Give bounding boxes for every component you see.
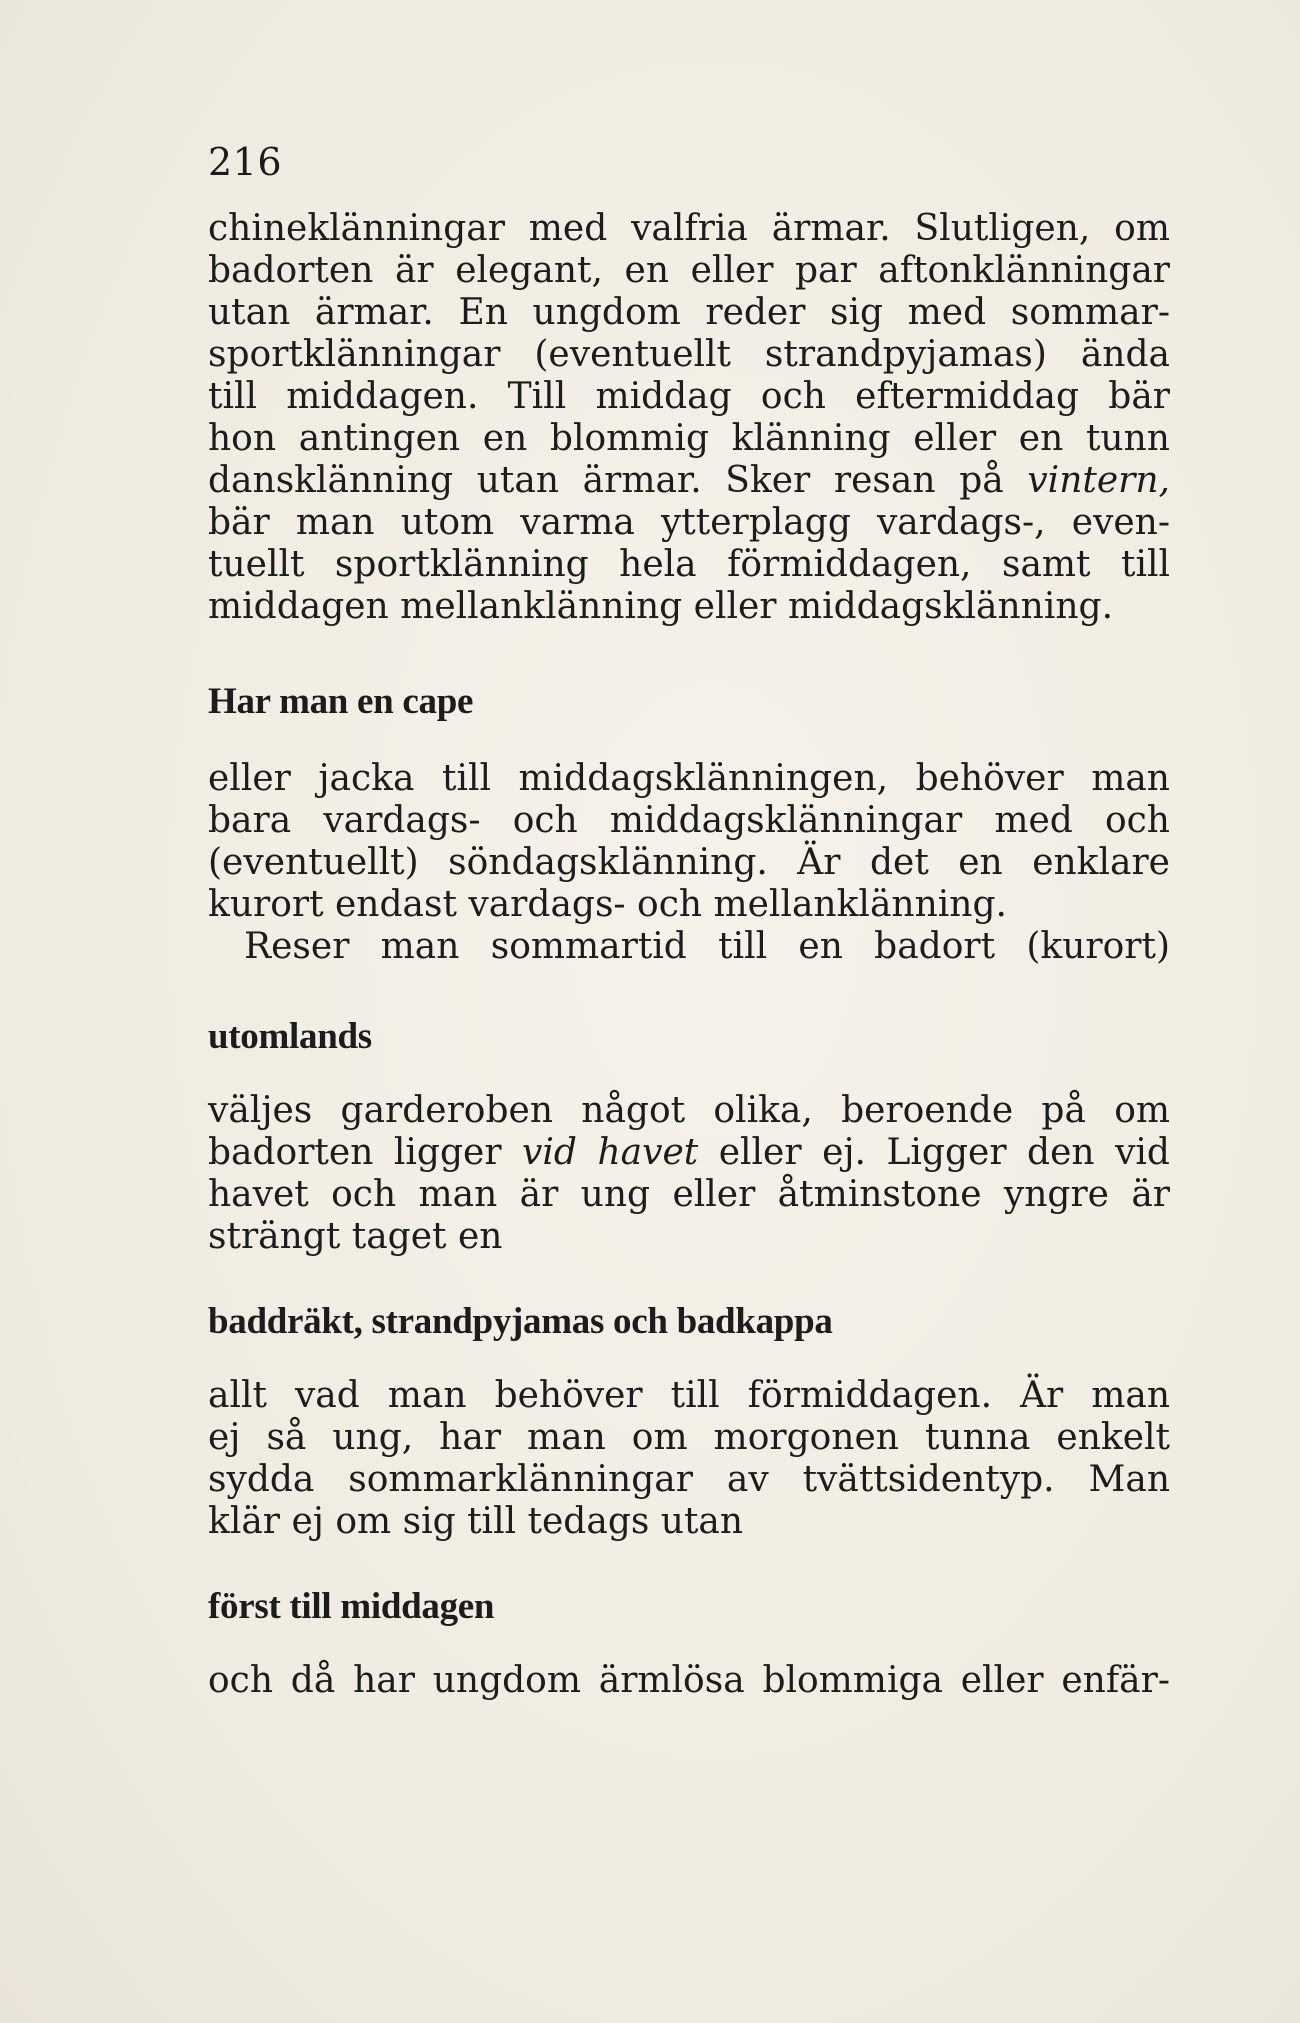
text-line: klär ej om sig till tedags utan: [208, 1501, 744, 1542]
text-line: chineklänningar med valfria ärmar. Slutligen, om: [208, 208, 1170, 249]
text-line: väljes garderoben något olika, beroende på om: [208, 1090, 1170, 1131]
section-heading: baddräkt, strandpyjamas och badkappa: [208, 1301, 833, 1342]
section-heading: Har man en cape: [208, 681, 474, 722]
paragraph-3: [208, 1090, 1170, 1258]
text-line: allt vad man behöver till förmiddagen. Är man: [208, 1375, 1170, 1416]
text-line: ej så ung, har man om morgonen tunna enkelt: [208, 1417, 1170, 1458]
italic-text: vid havet: [522, 1132, 699, 1173]
italic-text: vintern,: [1027, 460, 1170, 501]
text-line: bär man utom varma ytterplagg vardags-, even-: [208, 502, 1170, 543]
text-line: kurort endast vardags- och mellanklänning.: [208, 884, 1007, 925]
paragraph-2: [208, 758, 1170, 968]
text-line: hon antingen en blommig klänning eller en tunn: [208, 418, 1170, 459]
text-line: sydda sommarklänningar av tvättsidentyp. Man: [208, 1459, 1170, 1500]
paragraph-4: [208, 1375, 1170, 1543]
text-line: bara vardags- och middagsklänningar med och: [208, 800, 1170, 841]
text-line: badorten är elegant, en eller par aftonklänningar: [208, 250, 1170, 291]
text-line: tuellt sportklänning hela förmiddagen, samt till: [208, 544, 1170, 585]
text-segment: dansklänning utan ärmar. Sker resan på: [208, 460, 1028, 501]
text-line: och då har ungdom ärmlösa blommiga eller enfär-: [208, 1660, 1170, 1701]
paragraph-1: [208, 208, 1170, 628]
text-line: [208, 1132, 1170, 1174]
section-heading: först till middagen: [208, 1586, 495, 1627]
text-line: sportklänningar (eventuellt strandpyjamas) ända: [208, 334, 1170, 375]
section-heading: utomlands: [208, 1016, 372, 1057]
text-line: utan ärmar. En ungdom reder sig med sommar-: [208, 292, 1170, 333]
text-line: [208, 460, 1170, 502]
text-line: strängt taget en: [208, 1216, 503, 1257]
text-segment: badorten ligger: [208, 1132, 523, 1173]
text-line: havet och man är ung eller åtminstone yngre är: [208, 1174, 1170, 1215]
text-line: Reser man sommartid till en badort (kurort): [244, 926, 1170, 967]
text-line: eller jacka till middagsklänningen, behöver man: [208, 758, 1170, 799]
text-segment: eller ej. Ligger den vid: [698, 1132, 1170, 1173]
page-number: 216: [208, 140, 283, 184]
text-line: (eventuellt) söndagsklänning. Är det en enklare: [208, 842, 1170, 883]
text-line: middagen mellanklänning eller middagsklänning.: [208, 586, 1114, 627]
paragraph-5: [208, 1660, 1170, 1702]
text-line: till middagen. Till middag och eftermiddag bär: [208, 376, 1170, 417]
